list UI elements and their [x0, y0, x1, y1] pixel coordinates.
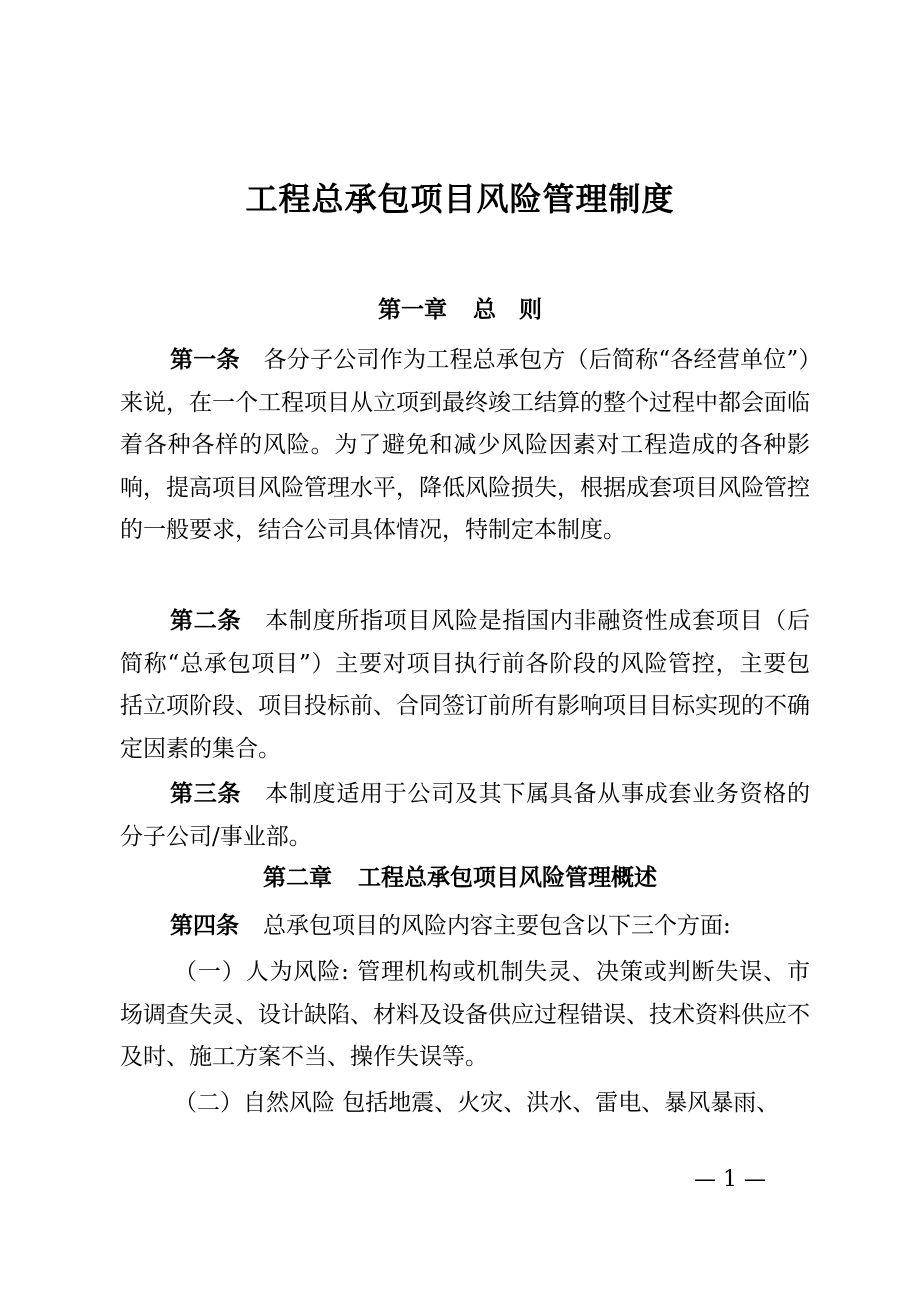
article-2: [120, 600, 810, 770]
chapter-heading-1: [0, 290, 920, 330]
chapter-heading-2: [0, 858, 920, 898]
chapter-number: 第二章: [263, 865, 332, 891]
list-item-1: （一）人为风险: 管理机构或机制失灵、决策或判断失误、市场调查失灵、设计缺陷、材料及设备供应过程错误、技术资料供应不及时、施工方案不当、操作失误等。: [120, 959, 810, 1070]
article-text: 本制度适用于公司及其下属具备从事成套业务资格的分子公司/事业部。: [120, 781, 811, 850]
article-3: [120, 773, 810, 858]
chapter-number: 第一章: [378, 297, 447, 323]
article-4: [120, 905, 810, 948]
article-label: 第二条: [170, 608, 242, 634]
article-label: 第四条: [170, 913, 239, 939]
page-number: — 1 —: [694, 1167, 766, 1192]
chapter-title: 工程总承包项目风险管理概述: [358, 865, 657, 891]
document-title: 工程总承包项目风险管理制度: [245, 180, 675, 218]
list-item-2: （二）自然风险 包括地震、火灾、洪水、雷电、暴风暴雨、: [174, 1090, 780, 1116]
chapter-title: 总 则: [473, 297, 542, 323]
article-label: 第三条: [170, 781, 242, 807]
article-text: 各分子公司作为工程总承包方（后简称“各经营单位”）来说，在一个工程项目从立项到最终竣工结算的整个过程中都会面临着各种各样的风险。为了避免和减少风险因素对工程造成的各种影响，提高项目风险管理水平，降低风险损失，根据成套项目风险管控的一般要求，结合公司具体情况，特制定本制度。: [120, 347, 810, 543]
article-text: 本制度所指项目风险是指国内非融资性成套项目（后简称“总承包项目”）主要对项目执行前各阶段的风险管控，主要包括立项阶段、项目投标前、合同签订前所有影响项目目标实现的不确定因素的集合。: [120, 608, 811, 762]
article-1: [120, 339, 810, 552]
article-label: 第一条: [170, 347, 240, 373]
article-text: 总承包项目的风险内容主要包含以下三个方面:: [263, 913, 731, 939]
